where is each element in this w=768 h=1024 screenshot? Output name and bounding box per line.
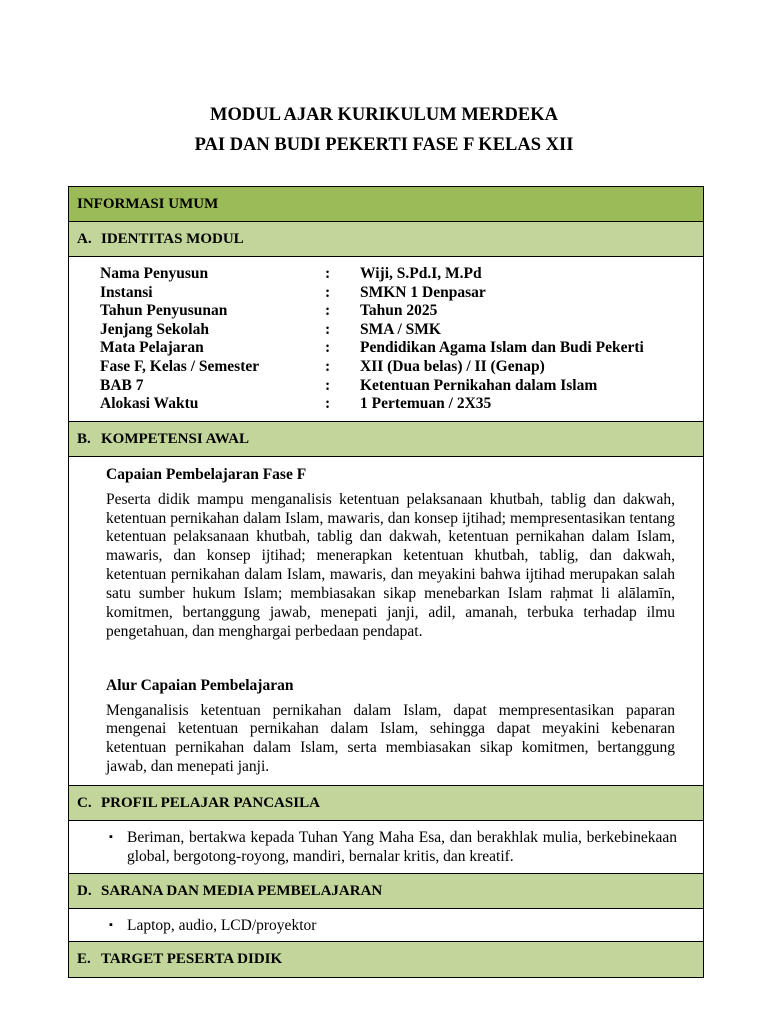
- identitas-row: [100, 339, 703, 358]
- identitas-row: [100, 284, 703, 303]
- identitas-colon: :: [325, 339, 331, 357]
- info-umum-header: INFORMASI UMUM: [69, 187, 703, 222]
- identitas-row: [100, 358, 703, 377]
- document-title: [0, 100, 768, 160]
- section-c-label: PROFIL PELAJAR PANCASILA: [101, 794, 320, 811]
- identitas-label: Tahun Penyusunan: [100, 302, 228, 320]
- sarana-media-cell: [69, 909, 703, 943]
- identitas-label: Mata Pelajaran: [100, 339, 204, 357]
- section-d-letter: D.: [77, 882, 92, 899]
- identitas-label: Fase F, Kelas / Semester: [100, 357, 260, 375]
- identitas-label: Instansi: [100, 283, 153, 301]
- identitas-value: SMKN 1 Denpasar: [360, 283, 486, 301]
- list-item-text: Laptop, audio, LCD/proyektor: [127, 916, 317, 934]
- section-b-letter: B.: [77, 430, 91, 447]
- capaian-paragraph: Peserta didik mampu menganalisis ketentuan pelaksanaan khutbah, tablig dan dakwah, ketentuan pernikahan dalam Islam, mawaris, dan konsep ijtihad; mempresentasikan tentang ketentuan pelaksanaan khutbah, tablig dan dakwah, ketentuan pernikahan dalam Islam, mawaris, dan konsep ijtihad; menerapkan ketentuan khutbah, tablig, dan dakwah, ketentuan pernikahan dalam Islam, mawaris, dan meyakini bahwa ijtihad merupakan salah satu sumber hukum Islam; membiasakan sikap menebarkan Islam raḥmat li alālamīn, komitmen, bertanggung jawab, menepati janji, adil, amanah, terbuka terhadap ilmu pengetahuan, dan menghargai perbedaan pendapat.: [106, 490, 675, 640]
- section-e-header: [69, 942, 703, 977]
- identitas-colon: :: [325, 283, 331, 301]
- section-d-header: [69, 874, 703, 909]
- section-a-label: IDENTITAS MODUL: [101, 231, 244, 247]
- identitas-colon: :: [325, 395, 331, 413]
- identitas-row: [100, 377, 703, 396]
- identitas-value: Wiji, S.Pd.I, M.Pd: [360, 265, 482, 282]
- alur-paragraph: Menganalisis ketentuan pernikahan dalam Islam, dapat mempresentasikan paparan mengenai ketentuan pernikahan dalam Islam, sehingga dapat meyakini kebenaran ketentuan pernikahan dalam Islam, serta membiasakan sikap komitmen, bertanggung jawab, dan menepati janji.: [106, 701, 675, 776]
- section-b-header: [69, 422, 703, 457]
- identitas-colon: :: [325, 265, 331, 282]
- identitas-colon: :: [325, 302, 331, 320]
- identitas-colon: :: [325, 357, 331, 375]
- identitas-value: XII (Dua belas) / II (Genap): [360, 357, 545, 375]
- title-line-2: PAI DAN BUDI PEKERTI FASE F KELAS XII: [194, 135, 574, 155]
- alur-title: Alur Capaian Pembelajaran: [106, 676, 294, 694]
- section-a-header: [69, 222, 703, 257]
- identitas-row: [100, 302, 703, 321]
- identitas-modul-cell: [69, 257, 703, 422]
- square-bullet-icon: ▪: [109, 918, 113, 931]
- section-a-letter: A.: [77, 231, 92, 247]
- list-item: [109, 828, 677, 867]
- identitas-row: [100, 321, 703, 340]
- identitas-colon: :: [325, 376, 331, 394]
- section-e-letter: E.: [77, 951, 91, 968]
- title-line-1: MODUL AJAR KURIKULUM MERDEKA: [210, 105, 558, 125]
- identitas-value: 1 Pertemuan / 2X35: [360, 395, 492, 413]
- section-e-label: TARGET PESERTA DIDIK: [101, 951, 283, 968]
- identitas-value: SMA / SMK: [360, 320, 441, 338]
- section-c-header: [69, 786, 703, 821]
- kompetensi-awal-cell: [69, 457, 703, 786]
- identitas-row: [100, 265, 703, 284]
- identitas-value: Tahun 2025: [360, 302, 438, 320]
- identitas-label: Nama Penyusun: [100, 265, 209, 282]
- list-item: [109, 916, 677, 936]
- identitas-colon: :: [325, 320, 331, 338]
- module-table: [68, 186, 704, 978]
- identitas-label: Jenjang Sekolah: [100, 320, 209, 338]
- identitas-value: Ketentuan Pernikahan dalam Islam: [360, 376, 598, 394]
- paragraph-spacer: [106, 642, 675, 676]
- identitas-label: Alokasi Waktu: [100, 395, 199, 413]
- section-c-letter: C.: [77, 794, 92, 811]
- identitas-value: Pendidikan Agama Islam dan Budi Pekerti: [360, 339, 644, 357]
- square-bullet-icon: ▪: [109, 830, 113, 843]
- section-d-label: SARANA DAN MEDIA PEMBELAJARAN: [101, 882, 383, 899]
- section-b-label: KOMPETENSI AWAL: [101, 430, 249, 447]
- list-item-text: Beriman, bertakwa kepada Tuhan Yang Maha Esa, dan berakhlak mulia, berkebinekaan global, bergotong-royong, mandiri, bernalar kritis, dan kreatif.: [127, 828, 677, 866]
- identitas-label: BAB 7: [100, 376, 144, 394]
- identitas-row: [100, 395, 703, 414]
- profil-pelajar-cell: [69, 821, 703, 874]
- capaian-title: Capaian Pembelajaran Fase F: [106, 465, 307, 483]
